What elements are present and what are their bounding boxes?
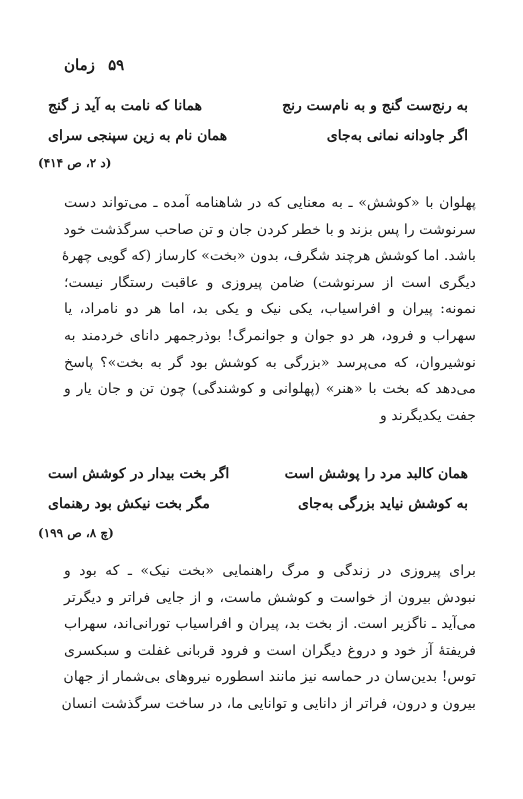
page-number: ۵۹: [108, 56, 125, 74]
text-line: نبودش بیرون از خواست و کوشش ماست، و از جایی فراتر و دیگرتر: [64, 589, 476, 606]
hemistich-left: همان نام به زین سپنجی سرای: [48, 128, 228, 144]
text-line: سهراب و فرود، هر دو جوان و جوانمرگ! بوذرجمهر دانای خردمند به: [64, 327, 476, 344]
text-line: باشد. اما کوشش هرچند شگرف، بدون «بخت» کارساز (که گویی چهرهٔ: [61, 248, 476, 265]
text-line: برای پیروزی در زندگی و مرگ راهنمایی «بخت نیک» ـ که بود و: [64, 563, 476, 579]
text-line: می‌آید ـ ناگزیر است. از بخت بد، پیران و افراسیاب تورانی‌اند، سهراب: [64, 616, 476, 633]
text-line: توس! بدین‌سان در حماسه نیز مانند اسطوره نیروهای بی‌شمار از جهان: [63, 669, 476, 686]
verse-line: [38, 466, 468, 496]
verse-block-1: [38, 98, 468, 158]
text-line: جفت یکدیگرند و: [380, 407, 476, 424]
hemistich-right: به رنج‌ست گنج و به نام‌ست رنج: [282, 98, 468, 114]
text-line: فریفتهٔ آز خود و دروغ دیگران است و فرود قربانی غفلت و سبکسری: [64, 642, 476, 659]
page-header: [64, 56, 124, 74]
verse-block-2: [38, 466, 468, 526]
paragraph-1: [61, 190, 476, 429]
text-line: سرنوشت را پس بزند و با خطر کردن جان و تن صاحب سرگذشت خود: [63, 221, 476, 238]
paragraph-2: [61, 558, 476, 718]
running-title: زمان: [64, 56, 95, 74]
text-line: می‌دهد که بخت با «هنر» (پهلوانی و کوشندگی) چون تن و جان یار و: [64, 381, 476, 398]
text-line: پهلوان با «کوشش» ـ به معنایی که در شاهنامه آمده ـ می‌تواند دست: [64, 195, 476, 211]
verse-line: [38, 98, 468, 128]
verse-line: [38, 128, 468, 158]
hemistich-right: به کوشش نیاید بزرگی به‌جای: [297, 496, 468, 512]
citation: (چ ۸، ص ۱۹۹): [38, 526, 114, 540]
text-line: نمونه: پیران و افراسیاب، یکی نیک و یکی بد، اما هر دو نامراد، یا: [64, 301, 476, 318]
text-line: نوشیروان، که می‌پرسد «بزرگی به کوشش بود گر به بخت»؟ پاسخ: [64, 354, 476, 371]
hemistich-right: همان کالبد مرد را پوشش است: [284, 466, 468, 482]
hemistich-left: اگر بخت بیدار در کوشش است: [48, 466, 230, 482]
text-line: دیگری است از سرنوشت) ضامن پیروزی و عاقبت رستگار نیست؛: [64, 274, 476, 291]
verse-line: [38, 496, 468, 526]
hemistich-left: مگر بخت نیکش بود رهنمای: [48, 496, 210, 512]
citation: (د ۲، ص ۴۱۴): [38, 156, 112, 170]
hemistich-right: اگر جاودانه نمانی به‌جای: [326, 128, 468, 144]
text-line: بیرون و درون، فراتر از دانایی و توانایی ما، در ساخت سرگذشت انسان: [61, 695, 476, 712]
hemistich-left: همانا که نامت به آید ز گنج: [48, 98, 202, 114]
